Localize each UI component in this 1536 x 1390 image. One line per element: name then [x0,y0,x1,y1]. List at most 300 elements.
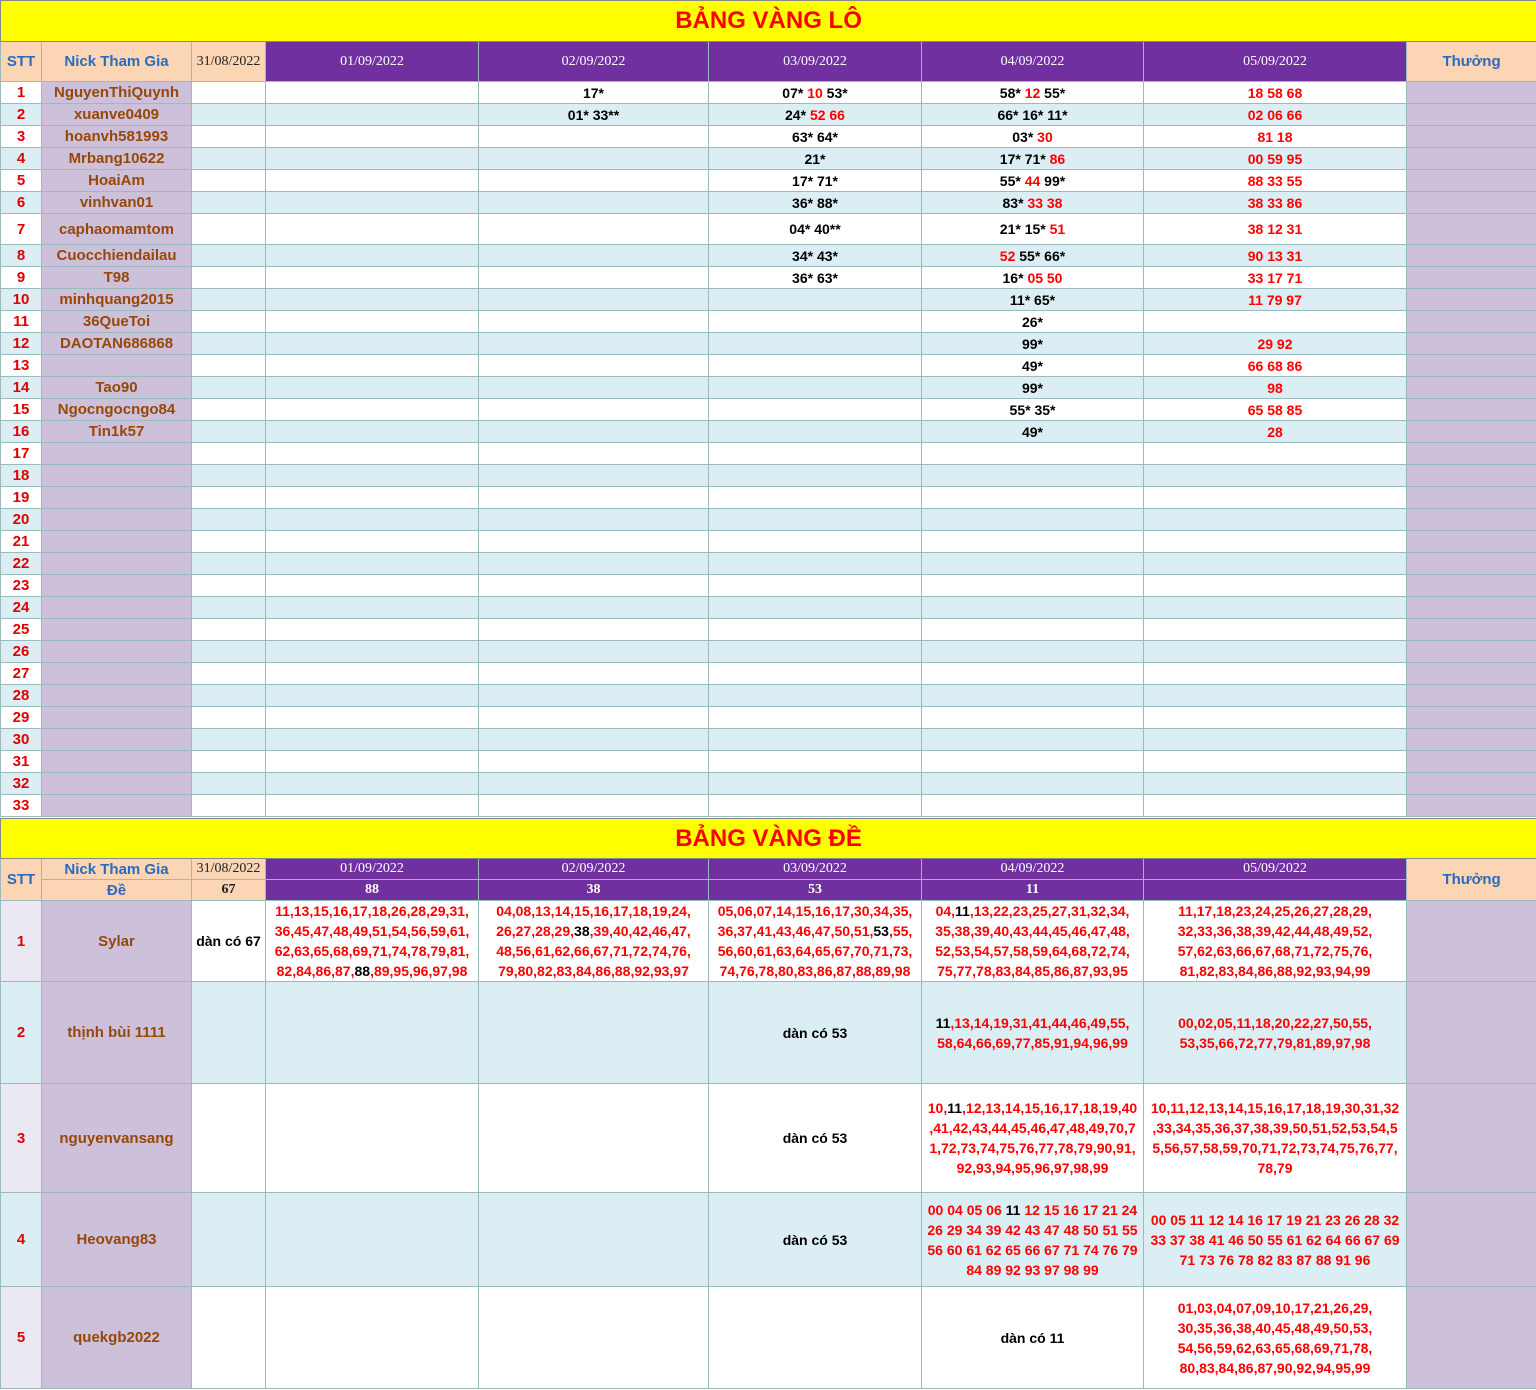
reward-cell [1407,1287,1536,1389]
number-segment: 17* 71* [999,150,1050,167]
result-cell [192,729,266,751]
result-cell [1144,214,1407,245]
de-result [1144,880,1407,901]
table-row [1,707,1536,729]
number-segment: 83* [1002,194,1028,211]
result-cell [709,751,922,773]
number-segment: 11 [935,1014,951,1031]
number-segment: 12 15 16 17 21 24 26 29 34 39 42 43 47 48 50 51 55 56 60 61 62 65 66 67 71 74 76 79 84 89 92 93 97 98 99 [927,1201,1138,1278]
result-cell [922,245,1144,267]
result-cell [922,575,1144,597]
number-segment: 36* 63* [792,269,838,286]
result-cell [266,663,479,685]
result-cell [479,126,709,148]
number-segment: 58* [999,84,1025,101]
row-number: 5 [1,1287,42,1389]
row-number: 6 [1,192,42,214]
result-cell [709,170,922,192]
table-row [1,575,1536,597]
result-cell [479,377,709,399]
number-segment: 53* [826,84,848,101]
result-cell [922,1193,1144,1287]
result-cell [192,685,266,707]
result-cell [192,245,266,267]
result-cell [1144,531,1407,553]
number-segment: ,13,22,23,25,27,31,32,34, 35,38,39,40,43,44,45,46,47,48, 52,53,54,57,58,59,64,68,72,74, 75,77,78,83,84,85,86,87,93,95 [935,903,1130,979]
number-segment: 88 [354,963,371,979]
result-cell [192,333,266,355]
result-cell [922,311,1144,333]
result-cell [479,663,709,685]
number-segment: 02 06 66 [1247,106,1303,123]
result-cell [266,148,479,170]
nickname-cell: Sylar [42,901,192,982]
result-cell [479,597,709,619]
result-cell [479,355,709,377]
result-cell [192,663,266,685]
de-result: 38 [479,880,709,901]
reward-cell [1407,333,1536,355]
table-row [1,245,1536,267]
number-segment: 17* [582,84,605,101]
result-cell [1144,597,1407,619]
result-cell [192,509,266,531]
result-cell [709,509,922,531]
nickname-cell [42,443,192,465]
number-segment: 12 [1024,84,1045,101]
number-segment: 11 [955,903,970,919]
row-number: 3 [1,126,42,148]
number-segment: 11,17,18,23,24,25,26,27,28,29, 32,33,36,38,39,42,44,48,49,52, 57,62,63,66,67,68,71,72,75,76, 81,82,83,84,86,88,92,93,94,99 [1177,903,1373,979]
row-number: 32 [1,773,42,795]
row-number: 20 [1,509,42,531]
result-cell [922,553,1144,575]
result-cell [479,421,709,443]
result-cell [266,399,479,421]
nickname-cell [42,355,192,377]
de-result: 11 [922,880,1144,901]
nickname-cell: Cuocchiendailau [42,245,192,267]
reward-cell [1407,729,1536,751]
number-segment: ,89,95,96,97,98 [370,963,468,979]
number-segment: 11* 65* [1009,291,1056,308]
reward-cell [1407,509,1536,531]
lo-date-header: 31/08/2022 [192,42,266,82]
result-cell [1144,289,1407,311]
result-cell [709,619,922,641]
reward-cell [1407,773,1536,795]
de-de-header: Đề [42,880,192,901]
result-cell [192,170,266,192]
result-cell [1144,773,1407,795]
result-cell [266,531,479,553]
result-cell [922,707,1144,729]
result-cell [1144,619,1407,641]
number-segment: 00,02,05,11,18,20,22,27,50,55, 53,35,66,72,77,79,81,89,97,98 [1178,1014,1372,1051]
row-number: 3 [1,1084,42,1193]
result-cell [479,1193,709,1287]
number-segment: 01,03,04,07,09,10,17,21,26,29, 30,35,36,38,40,45,48,49,50,53, 54,56,59,62,63,65,68,69,71,78, 80,83,84,86,87,90,92,94,95,99 [1177,1299,1373,1376]
result-cell [709,245,922,267]
result-cell [1144,104,1407,126]
result-cell [709,399,922,421]
result-cell [709,443,922,465]
result-cell [1144,170,1407,192]
number-segment: 49* [1021,357,1044,374]
row-number: 28 [1,685,42,707]
result-cell [266,170,479,192]
nickname-cell [42,465,192,487]
result-cell [266,443,479,465]
row-number: 1 [1,82,42,104]
number-segment: dàn có 11 [1000,1329,1065,1346]
number-segment: dàn có 53 [782,1130,848,1146]
reward-cell [1407,751,1536,773]
result-cell [1144,148,1407,170]
nickname-cell: NguyenThiQuynh [42,82,192,104]
result-cell [1144,245,1407,267]
result-cell [922,399,1144,421]
result-cell [709,597,922,619]
row-number: 19 [1,487,42,509]
result-cell [192,553,266,575]
result-cell [266,685,479,707]
de-result: 88 [266,880,479,901]
result-cell [266,487,479,509]
de-date-header: 04/09/2022 [922,859,1144,880]
number-segment: 18 58 68 [1247,84,1303,101]
result-cell [192,148,266,170]
result-cell [192,377,266,399]
reward-cell [1407,104,1536,126]
row-number: 15 [1,399,42,421]
result-cell [479,289,709,311]
result-cell [1144,553,1407,575]
result-cell [709,289,922,311]
row-number: 13 [1,355,42,377]
row-number: 31 [1,751,42,773]
number-segment: 30 [1037,128,1053,145]
result-cell [922,82,1144,104]
de-nick-header: Nick Tham Gia [42,859,192,880]
reward-cell [1407,192,1536,214]
result-cell [1144,377,1407,399]
lo-date-header: 02/09/2022 [479,42,709,82]
number-segment: 00 59 95 [1247,150,1303,167]
result-cell [192,443,266,465]
number-segment: 21* [804,150,826,167]
table-row [1,1193,1536,1287]
nickname-cell [42,509,192,531]
number-segment: 55* [1044,84,1066,101]
result-cell [479,214,709,245]
reward-cell [1407,1193,1536,1287]
number-segment: 49* [1021,423,1044,440]
result-cell [709,487,922,509]
number-segment: 11 [947,1100,963,1116]
result-cell [1144,1287,1407,1389]
reward-cell [1407,82,1536,104]
reward-cell [1407,531,1536,553]
reward-cell [1407,901,1536,982]
nickname-cell: Heovang83 [42,1193,192,1287]
result-cell [709,148,922,170]
number-segment: 00 05 11 12 14 16 17 19 21 23 26 28 32 33 37 38 41 46 50 55 61 62 64 66 67 69 71 73 76 78 82 83 87 88 91 96 [1150,1211,1400,1268]
reward-cell [1407,443,1536,465]
result-cell [922,1287,1144,1389]
number-segment: 17* 71* [792,172,838,189]
result-cell [709,663,922,685]
result-cell [709,82,922,104]
result-cell [266,1287,479,1389]
row-number: 22 [1,553,42,575]
result-cell [192,1084,266,1193]
nickname-cell [42,773,192,795]
row-number: 26 [1,641,42,663]
result-cell [479,1287,709,1389]
number-segment: 38 [574,923,590,939]
result-cell [709,641,922,663]
nickname-cell [42,553,192,575]
result-cell [192,214,266,245]
row-number: 27 [1,663,42,685]
result-cell [709,1193,922,1287]
result-cell [1144,901,1407,982]
result-cell [479,773,709,795]
number-segment: 99* [1044,172,1066,189]
result-cell [479,443,709,465]
de-result: 53 [709,880,922,901]
result-cell [266,729,479,751]
de-date-header: 31/08/2022 [192,859,266,880]
result-cell [192,982,266,1084]
result-cell [922,751,1144,773]
result-cell [709,421,922,443]
reward-cell [1407,795,1536,817]
result-cell [192,421,266,443]
number-segment: 03* [1012,128,1038,145]
result-cell [922,531,1144,553]
row-number: 24 [1,597,42,619]
number-segment: 90 13 31 [1247,247,1303,264]
number-segment: dàn có 53 [782,1024,848,1041]
result-cell [192,901,266,982]
result-cell [479,795,709,817]
result-cell [1144,663,1407,685]
result-cell [479,333,709,355]
result-cell [266,795,479,817]
nickname-cell [42,685,192,707]
result-cell [479,170,709,192]
result-cell [1144,421,1407,443]
result-cell [192,575,266,597]
result-cell [192,1193,266,1287]
result-cell [192,707,266,729]
result-cell [192,487,266,509]
de-date-header: 05/09/2022 [1144,859,1407,880]
nickname-cell [42,663,192,685]
nickname-cell [42,487,192,509]
row-number: 7 [1,214,42,245]
number-segment: 00 04 05 06 [927,1201,1006,1218]
nickname-cell: nguyenvansang [42,1084,192,1193]
table-row [1,377,1536,399]
row-number: 8 [1,245,42,267]
result-cell [479,1084,709,1193]
row-number: 30 [1,729,42,751]
number-segment: 11 79 97 [1248,291,1302,308]
number-segment: 53 [873,923,889,939]
result-cell [192,104,266,126]
number-segment: 11,13,15,16,17,18,26,28,29,31, 36,45,47,48,49,51,54,56,59,61, 62,63,65,68,69,71,74,78,79,81, 82,84,86,87, [274,903,470,979]
de-reward-header: Thưởng [1407,859,1536,901]
result-cell [479,487,709,509]
result-cell [922,104,1144,126]
number-segment: 55* 66* [1019,247,1066,264]
lo-reward-header: Thưởng [1407,42,1536,82]
number-segment: 55* [999,172,1025,189]
result-cell [479,707,709,729]
number-segment: 05,06,07,14,15,16,17,30,34,35, 36,37,41,43,46,47,50,51, [717,903,913,939]
row-number: 12 [1,333,42,355]
result-cell [1144,795,1407,817]
result-cell [266,214,479,245]
result-cell [709,795,922,817]
number-segment: 16* [1002,269,1028,286]
result-cell [266,597,479,619]
number-segment: 07* [782,84,808,101]
reward-cell [1407,553,1536,575]
result-cell [922,1084,1144,1193]
nickname-cell [42,619,192,641]
row-number: 10 [1,289,42,311]
reward-cell [1407,707,1536,729]
reward-cell [1407,465,1536,487]
result-cell [266,333,479,355]
result-cell [922,421,1144,443]
result-cell [266,355,479,377]
result-cell [192,1287,266,1389]
result-cell [1144,641,1407,663]
result-cell [479,104,709,126]
number-segment: ,12,13,14,15,16,17,18,19,40 ,41,42,43,44,45,46,47,48,49,70,7 1,72,73,74,75,76,77,78,79,90,91, 92,93,94,95,96,97,98,99 [929,1100,1138,1176]
result-cell [266,509,479,531]
nickname-cell: DAOTAN686868 [42,333,192,355]
result-cell [709,104,922,126]
nickname-cell [42,795,192,817]
lo-date-header: 05/09/2022 [1144,42,1407,82]
nickname-cell: Mrbang10622 [42,148,192,170]
table-row [1,901,1536,982]
result-cell [1144,126,1407,148]
table-row [1,597,1536,619]
result-cell [922,641,1144,663]
result-cell [479,685,709,707]
result-cell [192,399,266,421]
nickname-cell [42,641,192,663]
number-segment: 33 38 [1027,194,1063,211]
result-cell [709,729,922,751]
table-row [1,170,1536,192]
result-cell [479,982,709,1084]
result-cell [922,619,1144,641]
number-segment: 44 [1024,172,1045,189]
number-segment: 52 [999,247,1020,264]
result-cell [266,901,479,982]
result-cell [1144,82,1407,104]
table-row [1,214,1536,245]
number-segment: 01* 33** [567,106,620,123]
reward-cell [1407,311,1536,333]
row-number: 29 [1,707,42,729]
table-row [1,729,1536,751]
result-cell [922,192,1144,214]
result-cell [1144,575,1407,597]
result-cell [266,311,479,333]
result-cell [709,553,922,575]
result-cell [266,641,479,663]
result-cell [266,82,479,104]
table-row [1,685,1536,707]
reward-cell [1407,619,1536,641]
result-cell [922,465,1144,487]
lo-title: BẢNG VÀNG LÔ [1,1,1536,42]
result-cell [709,377,922,399]
result-cell [709,214,922,245]
lo-stt-header: STT [1,42,42,82]
reward-cell [1407,126,1536,148]
result-cell [1144,267,1407,289]
table-row [1,148,1536,170]
result-cell [922,355,1144,377]
reward-cell [1407,245,1536,267]
table-row [1,104,1536,126]
number-segment: dàn có 53 [782,1231,848,1248]
result-cell [709,901,922,982]
result-cell [1144,311,1407,333]
row-number: 33 [1,795,42,817]
row-number: 21 [1,531,42,553]
nickname-cell: caphaomamtom [42,214,192,245]
de-stt-header: STT [1,859,42,901]
result-cell [192,641,266,663]
number-segment: 99* [1021,335,1044,352]
number-segment: 98 [1267,379,1283,396]
result-cell [192,795,266,817]
result-cell [266,465,479,487]
table-row [1,267,1536,289]
number-segment: ,13,14,19,31,41,44,46,49,55, 58,64,66,69,77,85,91,94,96,99 [937,1014,1130,1051]
number-segment: 33 17 71 [1247,269,1303,286]
result-cell [192,355,266,377]
result-cell [922,148,1144,170]
row-number: 2 [1,982,42,1084]
table-row [1,1084,1536,1193]
result-cell [192,267,266,289]
number-segment: 86 [1049,150,1066,167]
reward-cell [1407,377,1536,399]
reward-cell [1407,170,1536,192]
row-number: 11 [1,311,42,333]
number-segment: 04,08,13,14,15,16,17,18,19,24, 26,27,28,29, [496,903,691,939]
result-cell [1144,509,1407,531]
nickname-cell: vinhvan01 [42,192,192,214]
number-segment: 66* 16* 11* [997,106,1068,123]
result-cell [922,773,1144,795]
table-row [1,982,1536,1084]
result-cell [709,355,922,377]
result-cell [266,1193,479,1287]
